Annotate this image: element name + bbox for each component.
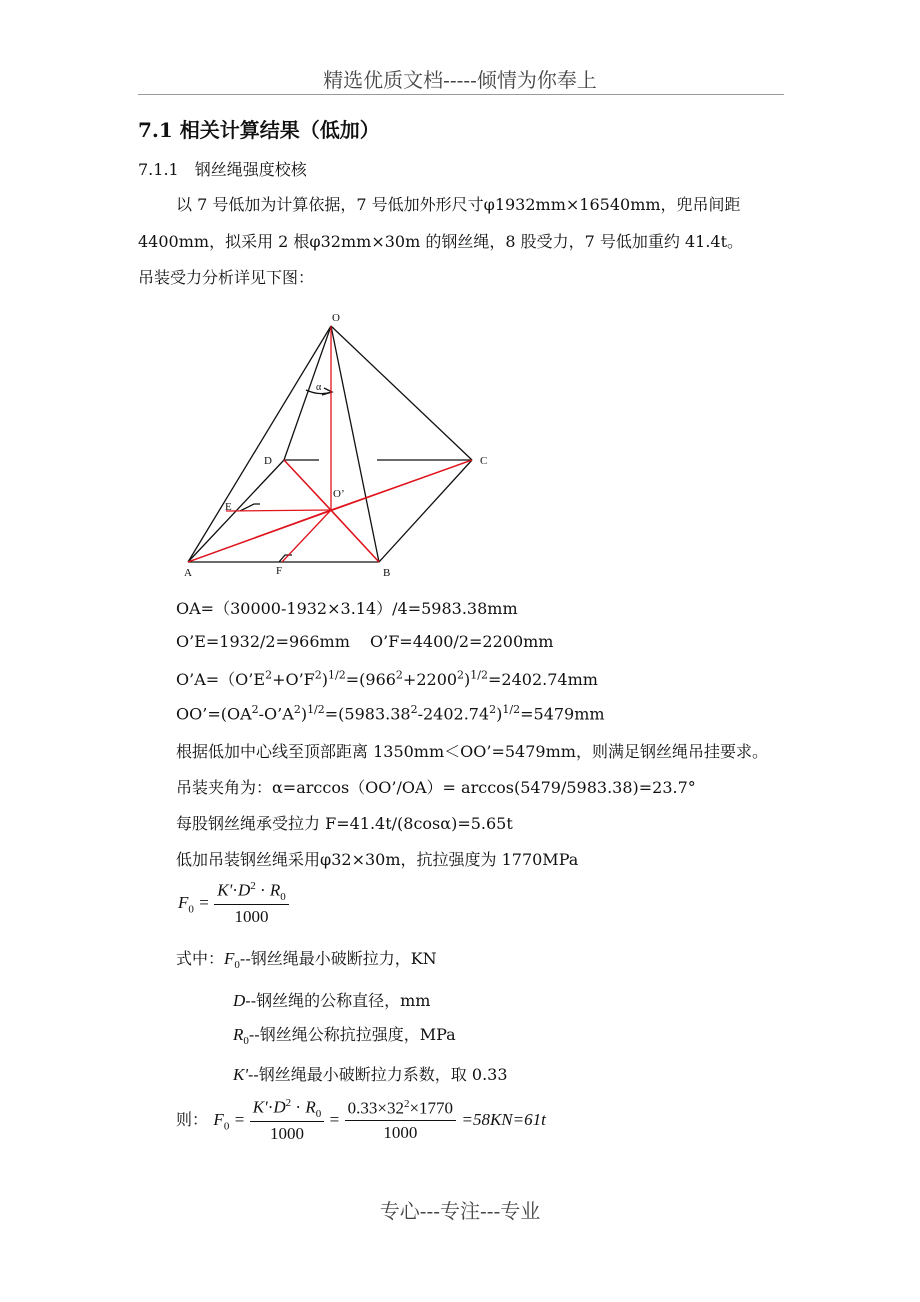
- label-a: A: [184, 567, 192, 579]
- where-f0: 式中：$F_0--$钢丝绳最小破断拉力，KN: [176, 949, 437, 972]
- line-o-prime-c: [331, 460, 472, 510]
- where-d: D--钢丝绳的公称直径，mm: [233, 991, 431, 1010]
- pyramid-structure: [188, 326, 472, 562]
- label-o-prime: O’: [333, 488, 345, 500]
- label-c: C: [480, 455, 488, 467]
- calc-o-prime-f: O’F=4400/2=2200mm: [370, 632, 554, 651]
- where-r0: $R_0--$钢丝绳公称抗拉强度，MPa: [233, 1025, 456, 1048]
- where-k: K'--钢丝绳最小破断拉力系数，取 0.33: [233, 1065, 508, 1084]
- edge-oc: [331, 326, 472, 460]
- calc-o-prime-a: $O’A=(O’E^2+O’F^2)^{1/2}=(966^2+2200^2)^{1/2}=2402.74mm$: [176, 668, 598, 689]
- calc-force: 每股钢丝绳承受拉力 F=41.4t/(8cosα)=5.65t: [176, 814, 513, 833]
- intro-line-3: 吊装受力分析详见下图：: [138, 268, 315, 287]
- calc-o-prime-e: O’E=1932/2=966mm: [176, 632, 350, 651]
- label-e: E: [225, 501, 232, 513]
- calc-angle: 吊装夹角为：α=arccos（OO’/OA）= arccos(5479/5983.38)=23.7°: [176, 778, 696, 797]
- calc-oo-prime: $OO’=(OA^2-O’A^2)^{1/2}=(5983.38^2-2402.74^2)^{1/2}=5479mm$: [176, 703, 605, 724]
- label-b: B: [383, 567, 391, 579]
- page-footer: 专心---专注---专业: [379, 1199, 541, 1223]
- calc-rope: 低加吊装钢丝绳采用φ32×30m，抗拉强度为 1770MPa: [176, 850, 579, 869]
- edge-bc: [379, 460, 472, 562]
- formula-f0: $F_0$ = $\frac{K'\cdot D^2 \cdot R_0}{1000}$: [178, 880, 289, 927]
- label-d: D: [264, 455, 272, 467]
- calc-oa: OA=（30000-1932×3.14）/4=5983.38mm: [176, 599, 518, 618]
- page-header: 精选优质文档-----倾情为你奉上: [323, 68, 597, 92]
- force-lines: [188, 326, 472, 562]
- lifting-force-diagram: [176, 306, 506, 586]
- subsection-title: 7.1.1 钢丝绳强度校核: [138, 160, 307, 179]
- header-divider: [138, 94, 784, 95]
- line-o-prime-d: [284, 460, 331, 510]
- section-title: 7.1 相关计算结果（低加）: [138, 118, 380, 142]
- line-o-prime-f: [282, 510, 331, 562]
- line-o-prime-a: [188, 510, 331, 562]
- label-alpha: α: [316, 382, 322, 393]
- intro-line-2: 4400mm，拟采用 2 根φ32mm×30m 的钢丝绳，8 股受力，7 号低加重约 41.4t。: [138, 232, 744, 251]
- edge-oa: [188, 326, 331, 562]
- edge-ob: [331, 326, 379, 562]
- label-f: F: [276, 565, 283, 577]
- intro-line-1: 以 7 号低加为计算依据，7 号低加外形尺寸φ1932mm×16540mm，兜吊间距: [176, 195, 741, 214]
- line-o-prime-b: [331, 510, 379, 562]
- label-o: O: [332, 312, 340, 324]
- calc-check: 根据低加中心线至顶部距离 1350mm＜OO’=5479mm，则满足钢丝绳吊挂要求。: [176, 742, 768, 761]
- result-formula: 则： $F_0$ = $\frac{K'\cdot D^2 \cdot R_0}{1000}$ = $\frac{0.33\times 32^2\times 1770}{1000}$ =58KN=61t: [176, 1097, 546, 1144]
- right-angle-e: [240, 504, 260, 511]
